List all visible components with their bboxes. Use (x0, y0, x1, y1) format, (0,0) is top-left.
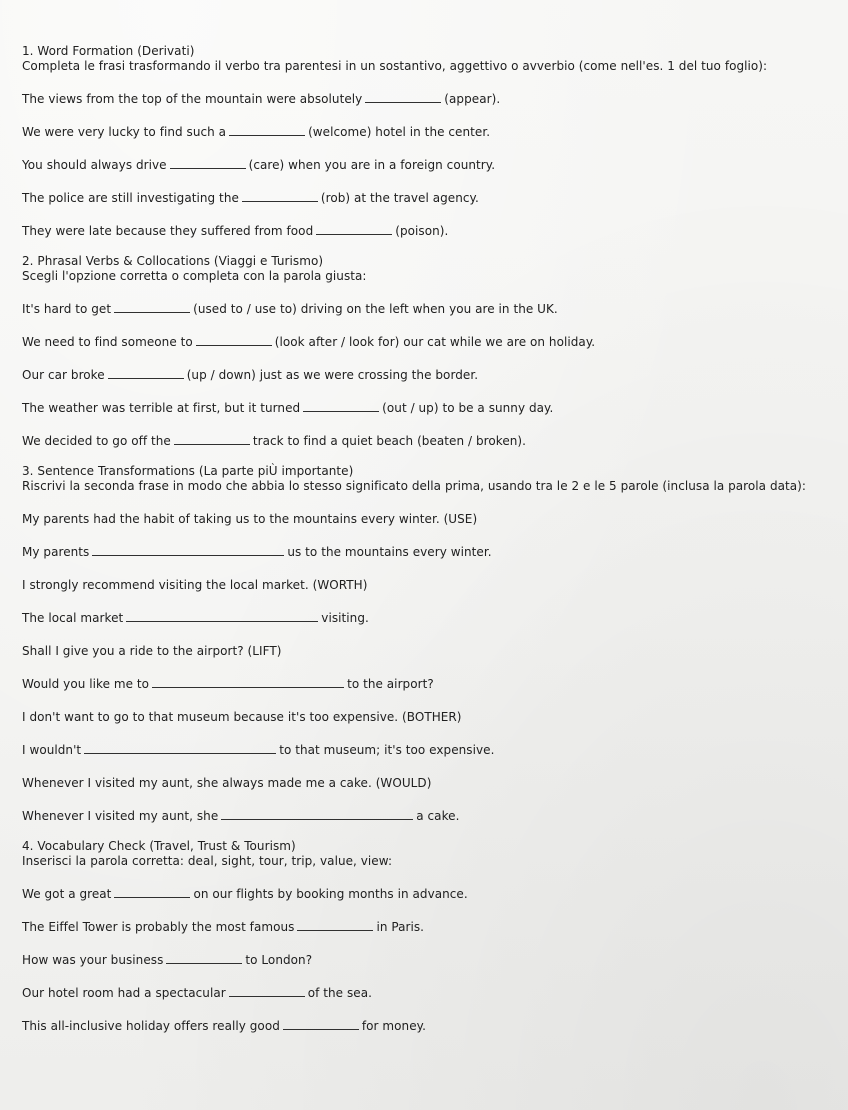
exercise-item (22, 302, 837, 317)
item-text-before: We need to find someone to (22, 335, 193, 349)
section-vocabulary-check (22, 839, 837, 1034)
exercise-item (22, 887, 837, 902)
item-text-before: We were very lucky to find such a (22, 125, 227, 139)
worksheet-content (22, 44, 837, 1034)
answer-blank[interactable] (303, 401, 379, 412)
item-text-before: The police are still investigating the (22, 191, 239, 205)
answer-blank[interactable] (170, 158, 246, 169)
item-text-before: The Eiffel Tower is probably the most famous (22, 920, 295, 934)
item-text-before: I wouldn't (22, 743, 82, 757)
exercise-item (22, 158, 837, 173)
item-text-after: a cake. (416, 809, 460, 823)
transformation-answer (22, 677, 837, 692)
answer-blank[interactable] (229, 125, 305, 136)
item-text-after: (appear). (444, 92, 501, 106)
transformation-prompt: Whenever I visited my aunt, she always made me a cake. (WOULD) (22, 776, 432, 790)
item-text-after: of the sea. (307, 986, 372, 1000)
section-word-formation (22, 44, 837, 239)
section-title: 3. Sentence Transformations (La parte piÙ importante) (22, 464, 354, 478)
answer-blank[interactable] (297, 920, 373, 931)
item-text-after: to that museum; it's too expensive. (279, 743, 495, 757)
answer-blank[interactable] (126, 611, 318, 622)
answer-blank[interactable] (84, 743, 276, 754)
answer-blank[interactable] (365, 92, 441, 103)
exercise-item (22, 953, 837, 968)
item-text-after: (used to / use to) driving on the left when you are in the UK. (193, 302, 558, 316)
item-text-after: in Paris. (376, 920, 425, 934)
answer-blank[interactable] (114, 887, 190, 898)
item-text-before: This all-inclusive holiday offers really good (22, 1019, 280, 1033)
answer-blank[interactable] (166, 953, 242, 964)
answer-blank[interactable] (92, 545, 284, 556)
exercise-item (22, 920, 837, 935)
section-title: 4. Vocabulary Check (Travel, Trust & Tourism) (22, 839, 296, 853)
section-instruction: Scegli l'opzione corretta o completa con la parola giusta: (22, 269, 367, 283)
item-text-after: (look after / look for) our cat while we are on holiday. (274, 335, 596, 349)
answer-blank[interactable] (316, 224, 392, 235)
item-text-before: The local market (22, 611, 124, 625)
item-text-after: (care) when you are in a foreign country. (248, 158, 496, 172)
item-text-after: (welcome) hotel in the center. (308, 125, 491, 139)
item-text-before: They were late because they suffered from food (22, 224, 314, 238)
answer-blank[interactable] (242, 191, 318, 202)
item-text-after: us to the mountains every winter. (287, 545, 492, 559)
section-instruction: Inserisci la parola corretta: deal, sight, tour, trip, value, view: (22, 854, 393, 868)
section-phrasal-verbs (22, 254, 837, 449)
item-text-before: The views from the top of the mountain were absolutely (22, 92, 363, 106)
exercise-item (22, 191, 837, 206)
item-text-before: Whenever I visited my aunt, she (22, 809, 219, 823)
transformation-prompt: My parents had the habit of taking us to the mountains every winter. (USE) (22, 512, 478, 526)
section-title: 1. Word Formation (Derivati) (22, 44, 195, 58)
item-text-before: We decided to go off the (22, 434, 171, 448)
item-text-after: visiting. (321, 611, 369, 625)
exercise-item (22, 434, 837, 449)
answer-blank[interactable] (114, 302, 190, 313)
item-text-after: (rob) at the travel agency. (320, 191, 479, 205)
item-text-before: It's hard to get (22, 302, 112, 316)
transformation-answer (22, 611, 837, 626)
section-instruction: Riscrivi la seconda frase in modo che abbia lo stesso significato della prima, usando tra le 2 e le 5 parole (inclusa la parola data): (22, 479, 806, 493)
item-text-after: (poison). (395, 224, 449, 238)
item-text-before: How was your business (22, 953, 164, 967)
item-text-after: (out / up) to be a sunny day. (382, 401, 554, 415)
answer-blank[interactable] (196, 335, 272, 346)
answer-blank[interactable] (174, 434, 250, 445)
item-text-after: on our flights by booking months in advance. (193, 887, 468, 901)
item-text-after: track to find a quiet beach (beaten / broken). (252, 434, 527, 448)
transformation-prompt: I don't want to go to that museum because it's too expensive. (BOTHER) (22, 710, 462, 724)
answer-blank[interactable] (283, 1019, 359, 1030)
item-text-before: Our hotel room had a spectacular (22, 986, 226, 1000)
item-text-after: to the airport? (347, 677, 434, 691)
item-text-after: (up / down) just as we were crossing the border. (186, 368, 479, 382)
item-text-before: You should always drive (22, 158, 167, 172)
exercise-item (22, 335, 837, 350)
section-title: 2. Phrasal Verbs & Collocations (Viaggi e Turismo) (22, 254, 324, 268)
transformation-answer (22, 743, 837, 758)
exercise-item (22, 125, 837, 140)
exercise-item (22, 92, 837, 107)
exercise-item (22, 368, 837, 383)
item-text-before: Our car broke (22, 368, 105, 382)
item-text-after: for money. (361, 1019, 426, 1033)
exercise-item (22, 401, 837, 416)
item-text-before: We got a great (22, 887, 112, 901)
item-text-after: to London? (245, 953, 313, 967)
exercise-item (22, 986, 837, 1001)
item-text-before: My parents (22, 545, 90, 559)
answer-blank[interactable] (221, 809, 413, 820)
item-text-before: The weather was terrible at first, but it turned (22, 401, 301, 415)
exercise-item (22, 1019, 837, 1034)
item-text-before: Would you like me to (22, 677, 150, 691)
answer-blank[interactable] (152, 677, 344, 688)
exercise-item (22, 224, 837, 239)
answer-blank[interactable] (229, 986, 305, 997)
transformation-prompt: Shall I give you a ride to the airport? (LIFT) (22, 644, 282, 658)
transformation-answer (22, 809, 837, 824)
answer-blank[interactable] (108, 368, 184, 379)
transformation-answer (22, 545, 837, 560)
section-instruction: Completa le frasi trasformando il verbo tra parentesi in un sostantivo, aggettivo o avverbio (come nell'es. 1 del tuo foglio): (22, 59, 768, 73)
transformation-prompt: I strongly recommend visiting the local market. (WORTH) (22, 578, 368, 592)
section-sentence-transformations (22, 464, 837, 824)
